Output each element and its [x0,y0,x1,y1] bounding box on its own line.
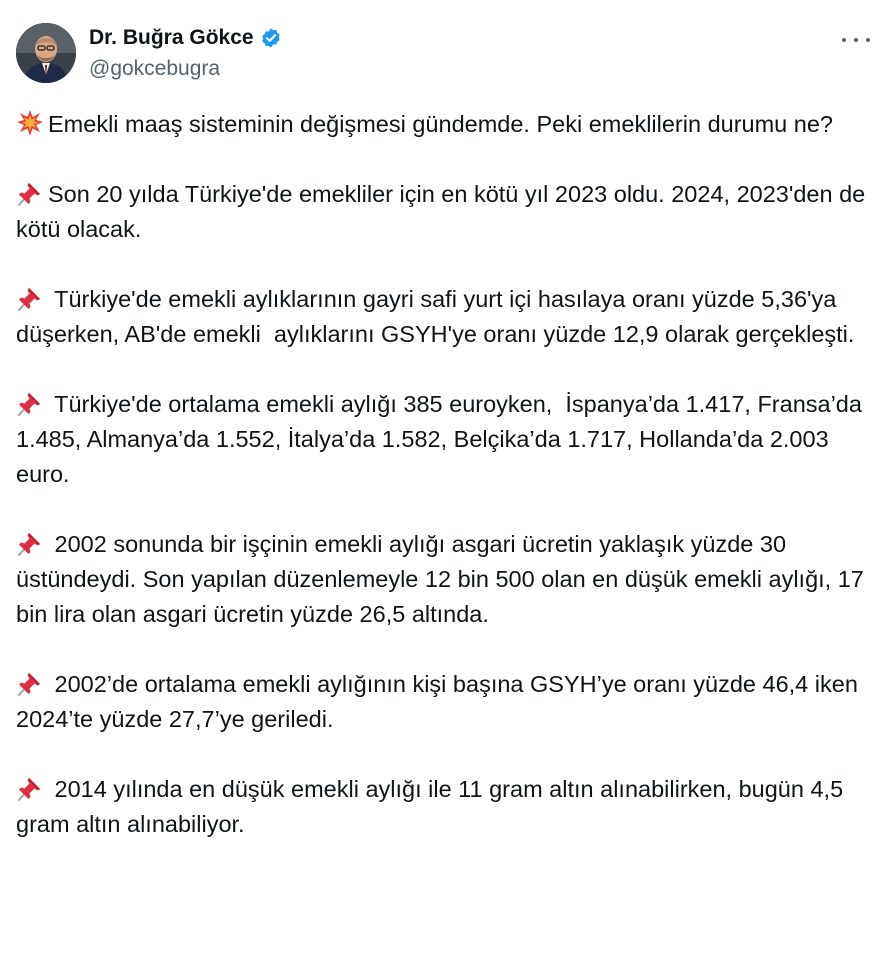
tweet-paragraph [16,772,866,842]
pushpin-emoji-icon [16,529,44,557]
tweet-text [16,107,872,842]
tweet-paragraph [16,177,872,247]
pushpin-emoji-icon [16,179,44,207]
tweet-paragraph [16,107,866,142]
author-name-row [89,25,282,51]
tweet-paragraph-text: 2002 sonunda bir işçinin emekli aylığı asgari ücretin yaklaşık yüzde 30 üstündeydi. Son yapılan düzenlemeyle 12 bin 500 olan en düşük emekli aylığı, 17 bin lira olan asgari ücretin yüzde 26,5 altında. [16,531,871,627]
author-handle[interactable]: @gokcebugra [89,57,221,80]
tweet-paragraph [16,527,871,632]
pushpin-emoji-icon [16,669,44,697]
more-options-icon[interactable] [842,30,870,50]
tweet-paragraph-text: 2014 yılında en düşük emekli aylığı ile 11 gram altın alınabilirken, bugün 4,5 gram altın alınabiliyor. [16,776,850,837]
tweet-paragraph-text: Emekli maaş sisteminin değişmesi gündemde. Peki emeklilerin durumu ne? [48,111,833,137]
tweet-paragraph [16,387,869,492]
pushpin-emoji-icon [16,284,44,312]
tweet-paragraph-text: Türkiye'de emekli aylıklarının gayri safi yurt içi hasılaya oranı yüzde 5,36'ya düşerken, AB'de emekli aylıklarını GSYH'ye oranı yüzde 12,9 olarak gerçekleşti. [16,286,855,347]
pushpin-emoji-icon [16,774,44,802]
verified-badge-icon [260,27,282,49]
tweet-paragraph-text: Son 20 yılda Türkiye'de emekliler için en kötü yıl 2023 oldu. 2024, 2023'den de kötü olacak. [16,181,872,242]
pushpin-emoji-icon [16,389,44,417]
avatar[interactable] [16,23,76,83]
tweet-paragraph-text: 2002’de ortalama emekli aylığının kişi başına GSYH’ye oranı yüzde 46,4 iken 2024’te yüzde 27,7’ye geriledi. [16,671,865,732]
tweet-paragraph-text: Türkiye'de ortalama emekli aylığı 385 euroyken, İspanya’da 1.417, Fransa’da 1.485, Almanya’da 1.552, İtalya’da 1.582, Belçika’da 1.717, Hollanda’da 2.003 euro. [16,391,869,487]
tweet-paragraph [16,667,866,737]
tweet-paragraph [16,282,866,352]
collision-emoji-icon [16,109,44,137]
author-display-name[interactable]: Dr. Buğra Gökce [89,26,254,49]
